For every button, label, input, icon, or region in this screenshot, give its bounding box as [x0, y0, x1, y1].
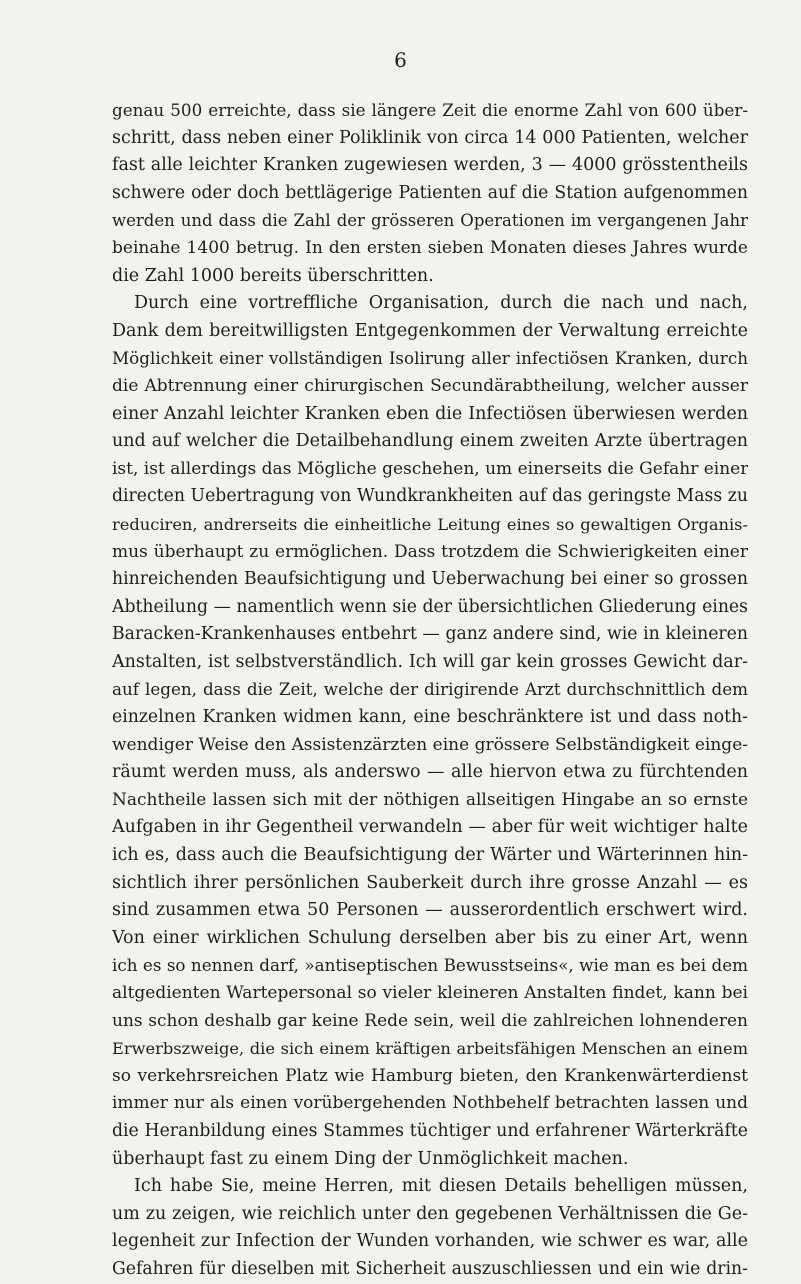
paragraph-2 [112, 290, 748, 1173]
text-line: einzelnen Kranken widmen kann, eine beschränktere ist und dass noth- [112, 707, 748, 728]
text-line: mus überhaupt zu ermöglichen. Dass trotzdem die Schwierigkeiten einer [112, 541, 748, 562]
text-line: uns schon deshalb gar keine Rede sein, weil die zahlreichen lohnenderen [112, 1010, 748, 1031]
text-line: sind zusammen etwa 50 Personen — ausserordentlich erschwert wird. [112, 900, 748, 921]
text-line: schwere oder doch bettlägerige Patienten auf die Station aufgenommen [112, 182, 748, 203]
text-line: altgedienten Wartepersonal so vieler kleineren Anstalten findet, kann bei [112, 983, 748, 1003]
text-line: Durch eine vortreffliche Organisation, durch die nach und nach, [134, 293, 748, 314]
text-line: reduciren, andrerseits die einheitliche Leitung eines so gewaltigen Organis- [112, 514, 748, 534]
text-line: um zu zeigen, wie reichlich unter den gegebenen Verhältnissen die Ge- [112, 1203, 748, 1224]
text-line: ich es so nennen darf, »antiseptischen Bewusstseins«, wie man es bei dem [112, 955, 748, 976]
body-text [112, 97, 748, 1284]
paragraph-3 [112, 1173, 748, 1283]
text-line: die Heranbildung eines Stammes tüchtiger und erfahrener Wärterkräfte [112, 1120, 748, 1141]
text-line: Dank dem bereitwilligsten Entgegenkommen der Verwaltung erreichte [112, 320, 748, 341]
text-line: die Abtrennung einer chirurgischen Secundärabtheilung, welcher ausser [112, 375, 748, 396]
text-line: beinahe 1400 betrug. In den ersten sieben Monaten dieses Jahres wurde [112, 237, 748, 258]
text-line: räumt werden muss, als anderswo — alle hiervon etwa zu fürchtenden [112, 762, 748, 783]
text-line: auf legen, dass die Zeit, welche der dirigirende Arzt durchschnittlich dem [112, 679, 748, 700]
text-line: ist, ist allerdings das Mögliche geschehen, um einerseits die Gefahr einer [112, 458, 748, 479]
text-line: so verkehrsreichen Platz wie Hamburg bieten, den Krankenwärterdienst [112, 1065, 748, 1086]
text-line: die Zahl 1000 bereits überschritten. [112, 265, 434, 286]
page-number: 6 [394, 48, 407, 72]
text-line: werden und dass die Zahl der grösseren Operationen im vergangenen Jahr [112, 211, 748, 231]
text-line: Abtheilung — namentlich wenn sie der übersichtlichen Gliederung eines [112, 596, 748, 617]
text-line: Erwerbszweige, die sich einem kräftigen arbeitsfähigen Menschen an einem [112, 1039, 748, 1059]
text-line: hinreichenden Beaufsichtigung und Ueberwachung bei einer so grossen [112, 569, 748, 590]
text-line: legenheit zur Infection der Wunden vorhanden, wie schwer es war, alle [112, 1231, 748, 1252]
text-line: sichtlich ihrer persönlichen Sauberkeit durch ihre grosse Anzahl — es [112, 872, 748, 893]
text-line: fast alle leichter Kranken zugewiesen werden, 3 — 4000 grösstentheils [112, 155, 748, 176]
text-line: Anstalten, ist selbstverständlich. Ich will gar kein grosses Gewicht dar- [112, 651, 748, 672]
text-line: directen Uebertragung von Wundkrankheiten auf das geringste Mass zu [112, 486, 748, 507]
text-line: überhaupt fast zu einem Ding der Unmöglichkeit machen. [112, 1148, 629, 1169]
text-line: genau 500 erreichte, dass sie längere Zeit die enorme Zahl von 600 über- [112, 100, 748, 120]
text-line: ich es, dass auch die Beaufsichtigung der Wärter und Wärterinnen hin- [112, 845, 748, 866]
text-line: und auf welcher die Detailbehandlung einem zweiten Arzte übertragen [112, 431, 748, 452]
text-line: Gefahren für dieselben mit Sicherheit auszuschliessen und ein wie drin- [112, 1258, 748, 1279]
text-line: wendiger Weise den Assistenzärzten eine grössere Selbständigkeit einge- [112, 734, 748, 755]
text-line: Möglichkeit einer vollständigen Isolirung aller infectiösen Kranken, durch [112, 348, 748, 369]
text-line: Von einer wirklichen Schulung derselben aber bis zu einer Art, wenn [112, 927, 748, 948]
text-line: schritt, dass neben einer Poliklinik von circa 14 000 Patienten, welcher [112, 127, 748, 148]
text-line: Aufgaben in ihr Gegentheil verwandeln — aber für weit wichtiger halte [112, 817, 748, 838]
text-line: Nachtheile lassen sich mit der nöthigen allseitigen Hingabe an so ernste [112, 789, 748, 810]
text-line: Baracken-Krankenhauses entbehrt — ganz andere sind, wie in kleineren [112, 624, 748, 645]
text-line: Ich habe Sie, meine Herren, mit diesen Details behelligen müssen, [134, 1176, 748, 1197]
paragraph-1 [112, 97, 748, 290]
text-line: immer nur als einen vorübergehenden Nothbehelf betrachten lassen und [112, 1093, 748, 1114]
text-line: einer Anzahl leichter Kranken eben die Infectiösen überwiesen werden [112, 403, 748, 424]
